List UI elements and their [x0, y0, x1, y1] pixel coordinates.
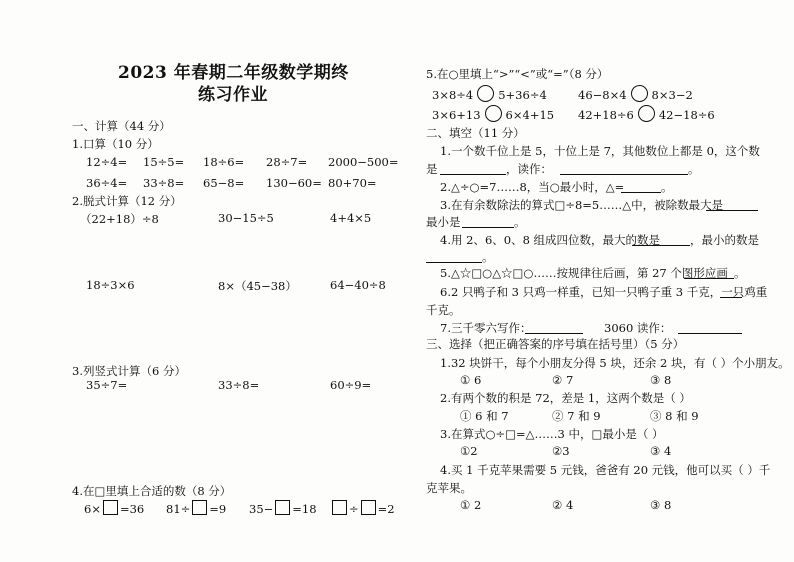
- oral-calc-item: 65−8=: [203, 176, 245, 190]
- oral-calc-item: 36÷4=: [86, 176, 128, 190]
- answer-box[interactable]: [103, 500, 118, 515]
- fill-q4-min: ，最小的数是: [690, 233, 759, 247]
- choice-option[interactable]: ① 2: [460, 498, 482, 512]
- choice-q1: 1.32 块饼干，每个小朋友分得 5 块，还余 2 块，有（ ）个小朋友。: [440, 356, 790, 370]
- fill-q5: 5.△☆□○△☆□○……按规律往后画，第 27 个图形应画: [440, 266, 728, 280]
- compare-circle[interactable]: [485, 105, 502, 122]
- vertical-calc-item: 33÷8=: [218, 378, 260, 392]
- compare-circle[interactable]: [638, 105, 655, 122]
- fill-q1-read: ，读作：: [506, 162, 552, 176]
- answer-blank[interactable]: [720, 297, 742, 298]
- answer-box[interactable]: [332, 500, 347, 515]
- fill-q7-read: 3060 读作：: [604, 321, 672, 335]
- choice-option[interactable]: ③ 8: [650, 373, 672, 387]
- part-2-heading: 2.脱式计算（12 分）: [72, 194, 182, 208]
- choice-q4-line2: 克苹果。: [426, 481, 472, 495]
- compare-item: 42+18÷6 42−18÷6: [578, 105, 715, 122]
- oral-calc-item: 130−60=: [266, 176, 322, 190]
- part-4-heading: 4.在□里填上合适的数（8 分）: [72, 484, 232, 498]
- stepwise-calc-item: 30−15÷5: [218, 211, 274, 225]
- choice-option[interactable]: ① 6 和 7: [460, 409, 509, 423]
- stepwise-calc-item: （22+18）÷8: [80, 212, 159, 226]
- oral-calc-item: 28÷7=: [266, 155, 308, 169]
- fill-box-item: 6× =36: [84, 502, 145, 516]
- period: 。: [661, 180, 673, 194]
- choice-option[interactable]: ② 4: [552, 498, 574, 512]
- oral-calc-item: 2000−500=: [328, 155, 399, 169]
- answer-box[interactable]: [275, 500, 290, 515]
- answer-blank[interactable]: [525, 333, 583, 334]
- answer-blank[interactable]: [678, 333, 742, 334]
- answer-blank[interactable]: [706, 210, 758, 211]
- fill-box-item: ÷ =2: [330, 500, 395, 516]
- choice-q4-line1: 4.买 1 千克苹果需要 5 元钱，爸爸有 20 元钱，他可以买（ ）千: [440, 463, 771, 477]
- compare-circle[interactable]: [631, 85, 648, 102]
- oral-calc-item: 33÷8=: [143, 176, 185, 190]
- compare-circle[interactable]: [477, 85, 494, 102]
- fill-box-item: 81÷ =9: [166, 502, 227, 516]
- part-3-heading: 3.列竖式计算（6 分）: [72, 364, 186, 378]
- fill-q1-line1: 1.一个数千位上是 5，十位上是 7，其他数位上都是 0，这个数: [440, 144, 760, 158]
- period: 。: [482, 250, 494, 264]
- vertical-calc-item: 60÷9=: [330, 378, 372, 392]
- choice-option[interactable]: ① 6: [460, 373, 482, 387]
- choice-option[interactable]: ③ 8: [650, 498, 672, 512]
- answer-box[interactable]: [192, 500, 207, 515]
- answer-blank[interactable]: [462, 227, 514, 228]
- stepwise-calc-item: 18÷3×6: [86, 278, 135, 292]
- fill-q4: 4.用 2、6、0、8 组成四位数，最大的数是: [440, 233, 661, 247]
- answer-blank[interactable]: [440, 174, 506, 175]
- compare-item: 3×6+13 6×4+15: [432, 105, 554, 122]
- fill-q3-line1: 3.在有余数除法的算式□÷8=5……△中，被除数最大是: [440, 198, 724, 212]
- section-1-heading: 一、计算（44 分）: [72, 119, 171, 133]
- fill-q2: 2.△÷○=7……8，当○最小时，△=: [440, 180, 625, 194]
- answer-blank[interactable]: [621, 192, 661, 193]
- oral-calc-item: 80+70=: [328, 176, 377, 190]
- answer-blank[interactable]: [632, 245, 690, 246]
- fill-q3-line2: 最小是: [426, 215, 461, 229]
- answer-blank[interactable]: [560, 174, 688, 175]
- answer-blank[interactable]: [426, 262, 482, 263]
- part-1-heading: 1.口算（10 分）: [72, 137, 159, 151]
- choice-q2: 2.有两个数的积是 72，差是 1，这两个数是（ ）: [440, 391, 691, 405]
- choice-option[interactable]: ③ 8 和 9: [650, 409, 699, 423]
- section-2-heading: 二、填空（11 分）: [426, 126, 525, 140]
- stepwise-calc-item: 64−40÷8: [330, 278, 386, 292]
- oral-calc-item: 12÷4=: [86, 155, 128, 169]
- period: 。: [514, 215, 526, 229]
- period: 。: [734, 266, 746, 280]
- stepwise-calc-item: 8×（45−38）: [218, 279, 297, 293]
- fill-box-item: 35− =18: [249, 502, 317, 516]
- choice-option[interactable]: ②3: [552, 444, 570, 458]
- vertical-calc-item: 35÷7=: [86, 378, 128, 392]
- compare-heading: 5.在○里填上“>”“<”或“=”（8 分）: [426, 67, 609, 81]
- choice-option[interactable]: ② 7 和 9: [552, 409, 601, 423]
- title-line-2: 练习作业: [198, 85, 268, 105]
- choice-option[interactable]: ①2: [460, 444, 478, 458]
- stepwise-calc-item: 4+4×5: [330, 211, 372, 225]
- compare-item: 46−8×4 8×3−2: [578, 85, 693, 102]
- choice-option[interactable]: ② 7: [552, 373, 574, 387]
- fill-q7-write: 7.三千零六写作：: [440, 321, 532, 335]
- compare-item: 3×8÷4 5+36÷4: [432, 85, 547, 102]
- choice-option[interactable]: ③ 4: [650, 444, 672, 458]
- oral-calc-item: 18÷6=: [203, 155, 245, 169]
- answer-blank[interactable]: [684, 278, 734, 279]
- fill-q6: 6.2 只鸭子和 3 只鸡一样重，已知一只鸭子重 3 千克，一只鸡重: [440, 285, 768, 299]
- answer-box[interactable]: [361, 500, 376, 515]
- period: 。: [688, 162, 700, 176]
- fill-q1-is: 是: [426, 162, 438, 176]
- fill-q6-unit: 千克。: [426, 303, 461, 317]
- oral-calc-item: 15÷5=: [143, 155, 185, 169]
- title-line-1: 2023 年春期二年级数学期终: [118, 63, 349, 83]
- section-3-heading: 三、选择（把正确答案的序号填在括号里）（5 分）: [426, 337, 685, 351]
- choice-q3: 3.在算式○÷□=△……3 中，□最小是（ ）: [440, 427, 664, 441]
